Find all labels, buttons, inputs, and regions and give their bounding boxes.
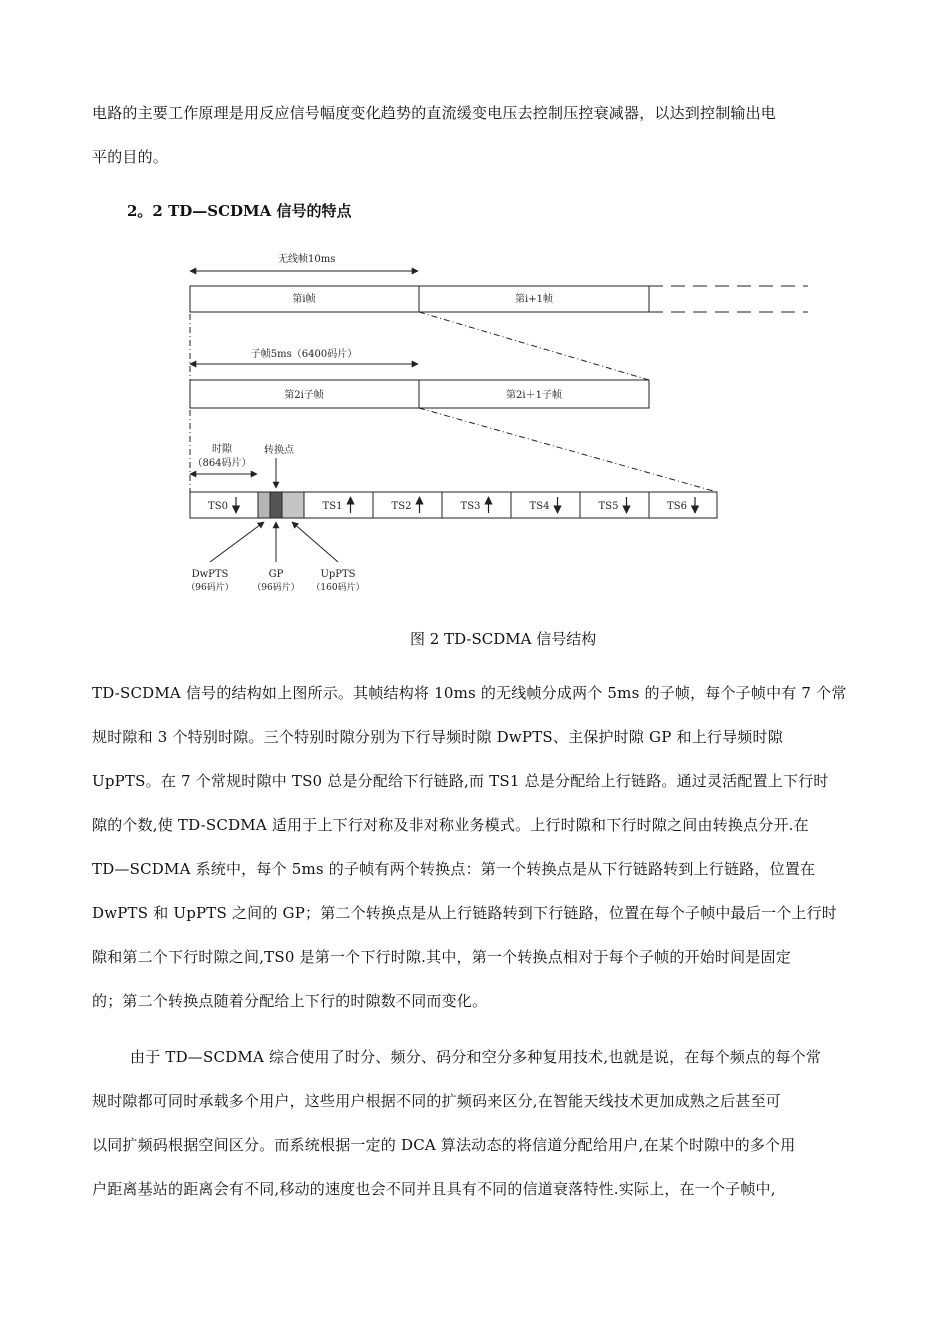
para2-line-4: 户距离基站的距离会有不同,移动的速度也会不同并且具有不同的信道衰落特性.实际上，在一个子帧中, xyxy=(92,1180,776,1198)
frame-span-label: 无线帧10ms xyxy=(278,254,336,265)
frame-i-plus-1-label: 第i+1帧 xyxy=(515,294,553,305)
ts5-label: TS5 xyxy=(598,501,619,512)
td-scdma-frame-diagram xyxy=(180,240,820,600)
ts1-label: TS1 xyxy=(322,501,343,512)
dwpts-pointer xyxy=(210,522,264,562)
para1-line-2: 规时隙和 3 个特别时隙。三个特别时隙分别为下行导频时隙 DwPTS、主保护时隙 GP 和上行导频时隙 xyxy=(92,728,783,746)
para1-line-8: 的；第二个转换点随着分配给上下行的时隙数不同而变化。 xyxy=(92,992,488,1010)
intro-line-2: 平的目的。 xyxy=(92,148,169,166)
ts3-label: TS3 xyxy=(460,501,481,512)
gp-chips: （96码片） xyxy=(252,583,300,593)
dwpts-cell xyxy=(258,492,270,518)
para2-line-1: 由于 TD—SCDMA 综合使用了时分、频分、码分和空分多种复用技术,也就是说，在每个频点的每个常 xyxy=(130,1048,822,1066)
para1-line-6: DwPTS 和 UpPTS 之间的 GP；第二个转换点是从上行链路转到下行链路，位置在每个子帧中最后一个上行时 xyxy=(92,904,838,922)
uppts-name: UpPTS xyxy=(320,569,356,580)
dwpts-chips: （96码片） xyxy=(186,583,234,593)
frame-i-label: 第i帧 xyxy=(292,294,316,305)
slot-label-1: 时隙 xyxy=(212,444,232,455)
switch-point-label: 转换点 xyxy=(264,445,294,456)
para2-line-3: 以同扩频码根据空间区分。而系统根据一定的 DCA 算法动态的将信道分配给用户,在某个时隙中的多个用 xyxy=(92,1136,796,1154)
section-heading: 2。2 TD—SCDMA 信号的特点 xyxy=(127,202,352,220)
ts6-label: TS6 xyxy=(667,501,687,512)
ts2-label: TS2 xyxy=(391,501,412,512)
expand-guide-right-1 xyxy=(419,312,649,380)
subframe-2i-label: 第2i子帧 xyxy=(284,390,324,401)
uppts-cell xyxy=(282,492,304,518)
figure-caption: 图 2 TD-SCDMA 信号结构 xyxy=(410,630,597,648)
subframe-2i-plus-1-label: 第2i＋1子帧 xyxy=(506,390,562,401)
subframe-span-label: 子帧5ms（6400码片） xyxy=(250,349,358,360)
para1-line-4: 隙的个数,使 TD-SCDMA 适用于上下行对称及非对称业务模式。上行时隙和下行时隙之间由转换点分开.在 xyxy=(92,816,809,834)
slot-row xyxy=(190,492,717,518)
dwpts-name: DwPTS xyxy=(191,569,229,580)
uppts-pointer xyxy=(292,522,338,562)
para1-line-1: TD-SCDMA 信号的结构如上图所示。其帧结构将 10ms 的无线帧分成两个 5ms 的子帧，每个子帧中有 7 个常 xyxy=(92,684,847,702)
uppts-chips: （160码片） xyxy=(311,583,365,593)
ts4-label: TS4 xyxy=(529,501,550,512)
para1-line-3: UpPTS。在 7 个常规时隙中 TS0 总是分配给下行链路,而 TS1 总是分配给上行链路。通过灵活配置上下行时 xyxy=(92,772,829,790)
ts0-label: TS0 xyxy=(208,501,228,512)
para2-line-2: 规时隙都可同时承载多个用户，这些用户根据不同的扩频码来区分,在智能天线技术更加成熟之后甚至可 xyxy=(92,1092,781,1110)
para1-line-7: 隙和第二个下行时隙之间,TS0 是第一个下行时隙.其中，第一个转换点相对于每个子帧的开始时间是固定 xyxy=(92,948,791,966)
intro-line-1: 电路的主要工作原理是用反应信号幅度变化趋势的直流缓变电压去控制压控衰减器，以达到控制输出电 xyxy=(92,104,777,122)
gp-name: GP xyxy=(268,569,284,580)
para1-line-5: TD—SCDMA 系统中，每个 5ms 的子帧有两个转换点：第一个转换点是从下行链路转到上行链路，位置在 xyxy=(92,860,816,878)
expand-guide-right-2 xyxy=(419,408,717,492)
slot-label-2: （864码片） xyxy=(192,458,252,469)
gp-cell xyxy=(270,492,282,518)
